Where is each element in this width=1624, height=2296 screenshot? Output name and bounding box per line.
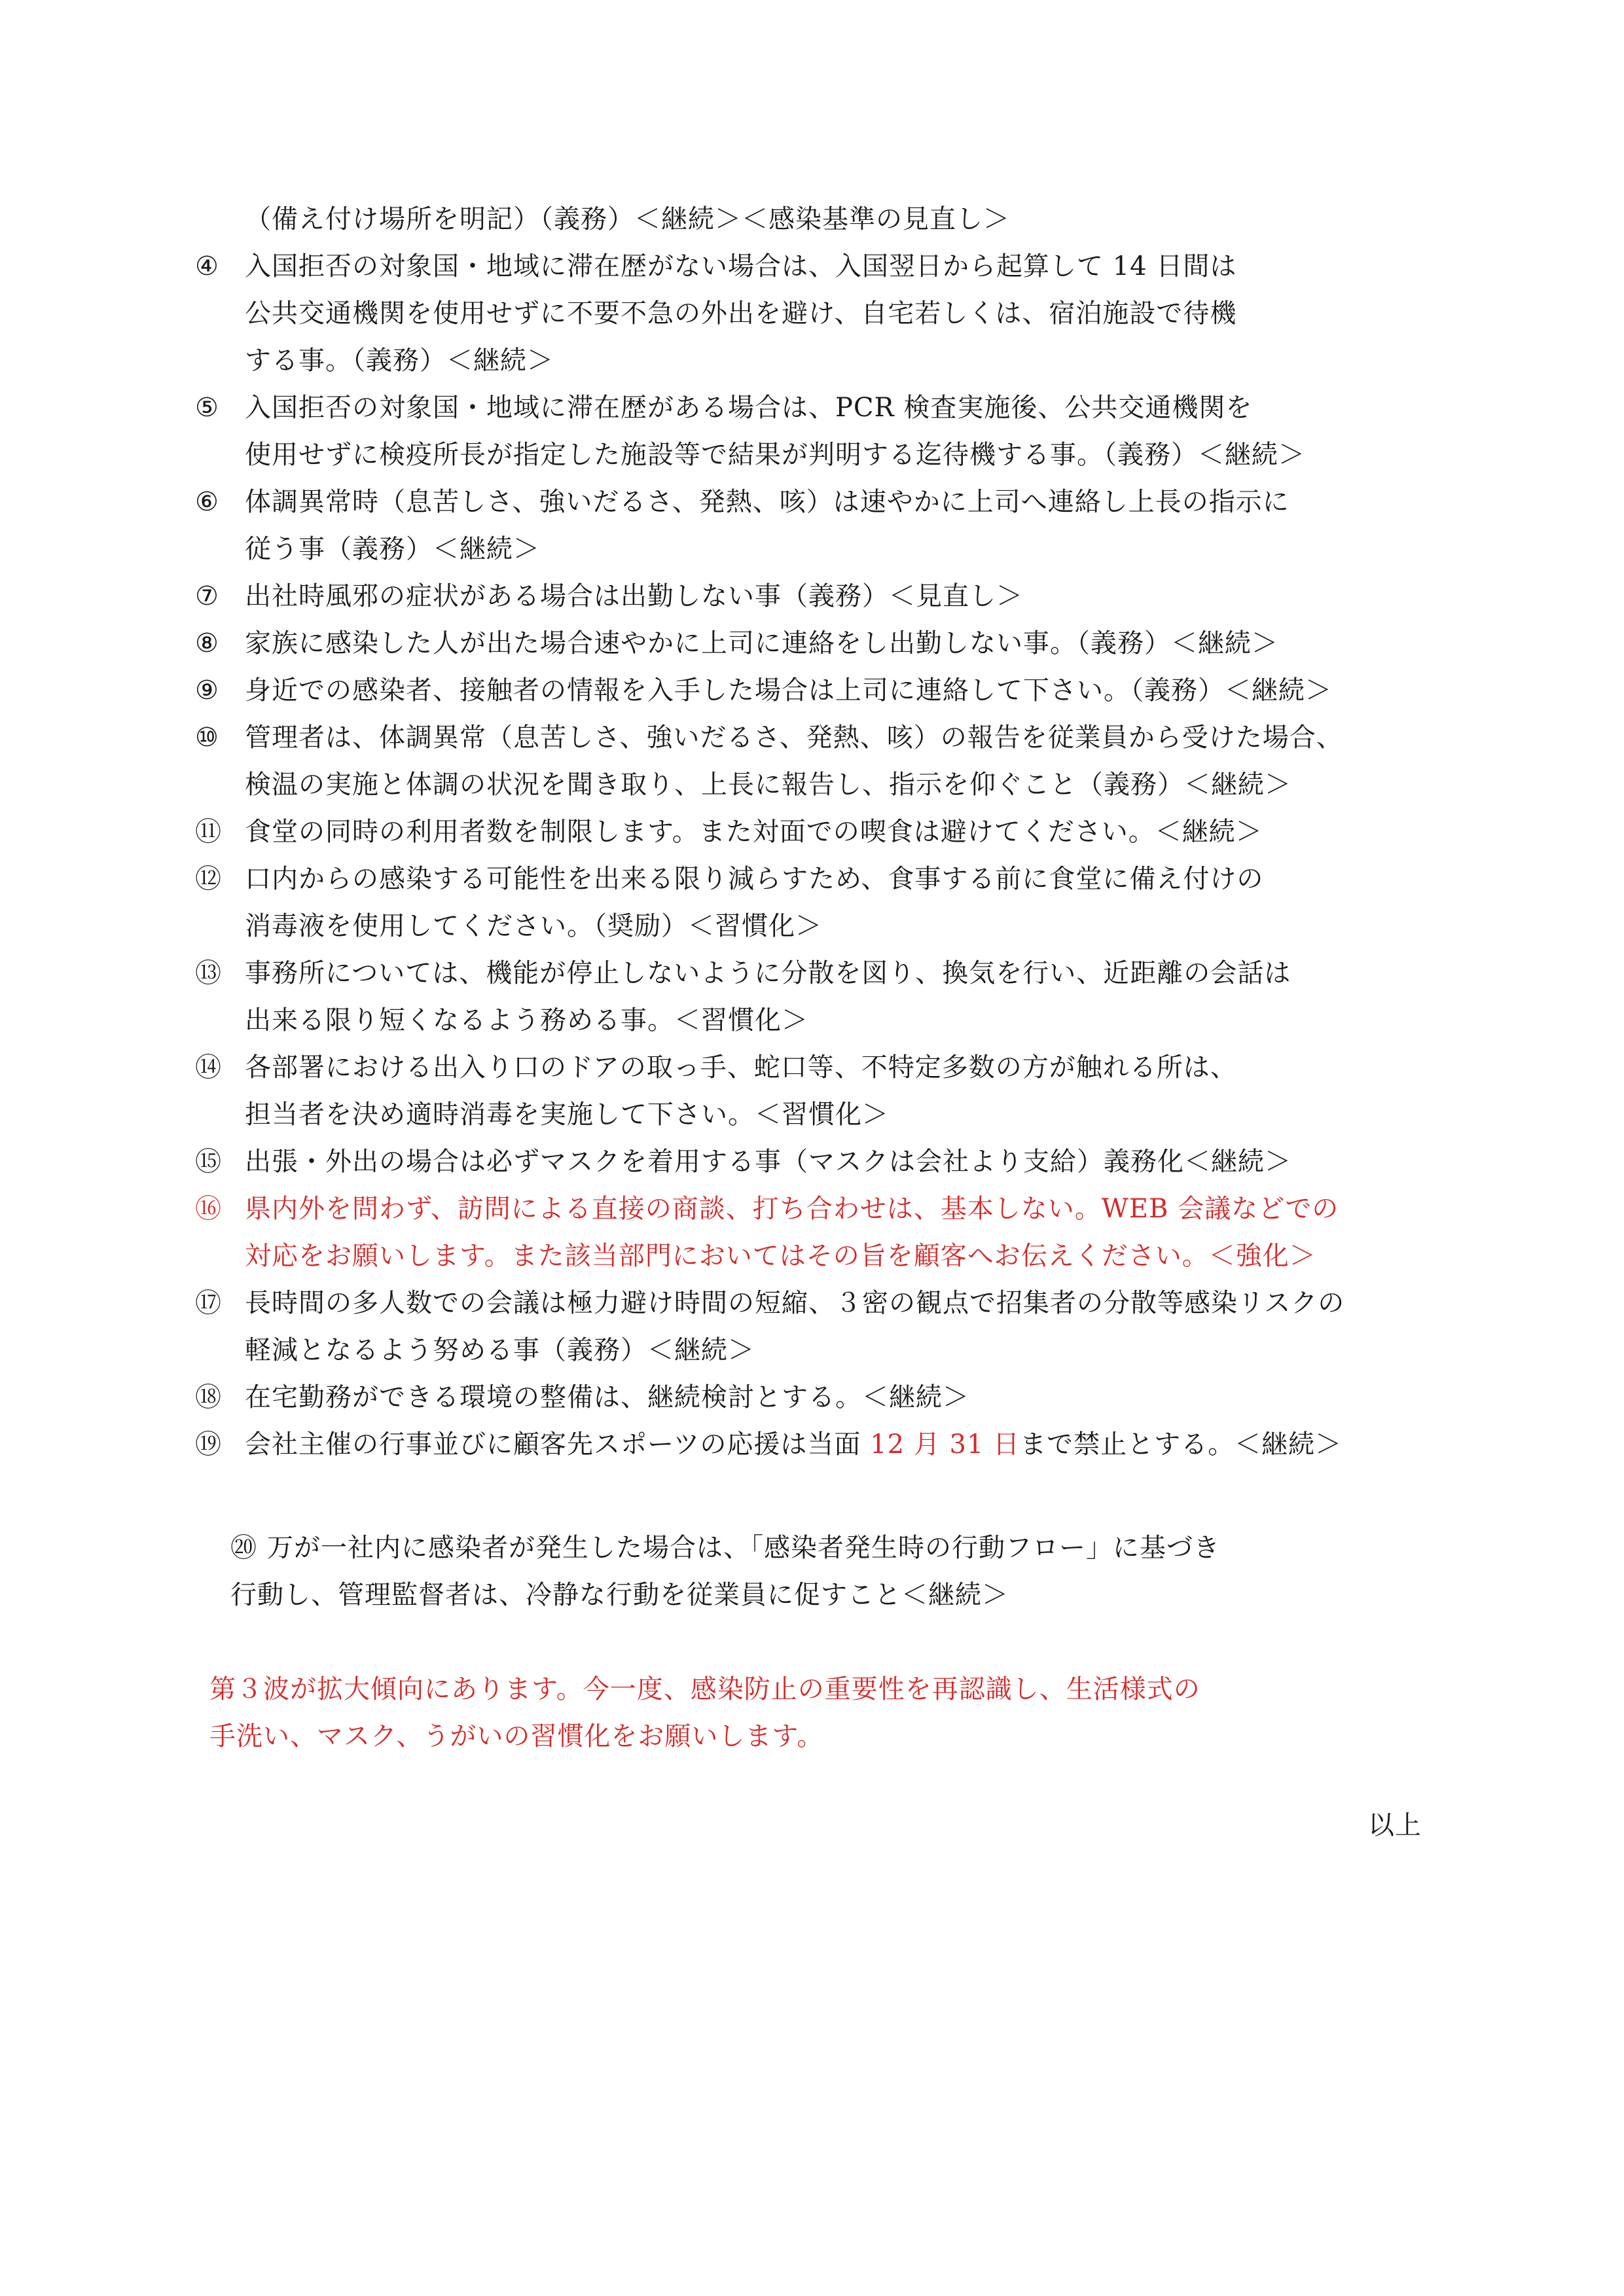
list-item-number: ⑨ <box>195 675 219 706</box>
text-segment: 体調異常時（息苦しさ、強いだるさ、発熱、咳）は速やかに上司へ連絡し上長の指示に <box>245 487 1290 517</box>
text-segment: 口内からの感染する可能性を出来る限り減らすため、食事する前に食堂に備え付けの <box>245 864 1264 894</box>
text-segment: まで禁止とする。＜継続＞ <box>1020 1429 1343 1460</box>
text-segment: 公共交通機関を使用せずに不要不急の外出を避け、自宅若しくは、宿泊施設で待機 <box>245 298 1237 329</box>
text-segment: 食堂の同時の利用者数を制限します。また対面での喫食は避けてください。＜継続＞ <box>245 817 1263 847</box>
list-item-line <box>245 439 1305 471</box>
list-item-line <box>245 1240 1316 1272</box>
emphasis-text: 12 月 31 日 <box>870 1429 1020 1460</box>
emphasis-text: 県内外を問わず、訪問による直接の商談、打ち合わせは、基本しない。WEB 会議などでの <box>245 1194 1339 1224</box>
text-segment: 出来る限り短くなるよう務める事。＜習慣化＞ <box>245 1005 808 1035</box>
list-item-line <box>245 1193 1339 1225</box>
list-item-number: ⑲ <box>195 1429 221 1460</box>
list-item-line <box>245 1051 1237 1084</box>
list-item-line <box>245 486 1290 518</box>
list-item-number: ⑭ <box>195 1052 221 1083</box>
list-item-line <box>245 1004 808 1037</box>
text-segment: 各部署における出入り口のドアの取っ手、蛇口等、不特定多数の方が触れる所は、 <box>245 1052 1237 1083</box>
text-segment: 従う事（義務）＜継続＞ <box>245 534 540 564</box>
list-item-line <box>245 344 554 377</box>
list-item-line <box>245 533 540 565</box>
list-item-line <box>245 910 822 942</box>
list-item-line <box>245 768 1291 801</box>
text-segment: 入国拒否の対象国・地域に滞在歴がある場合は、PCR 検査実施後、公共交通機関を <box>245 393 1253 423</box>
list-item-line <box>245 957 1291 990</box>
list-item-number: ⑪ <box>195 817 221 847</box>
list-item-line <box>245 816 1263 848</box>
list-item-number: ⑧ <box>195 628 219 658</box>
text-segment: 出張・外出の場合は必ずマスクを着用する事（マスクは会社より支給）義務化＜継続＞ <box>245 1147 1291 1177</box>
list-item-line: 万が一社内に感染者が発生した場合は、「感染者発生時の行動フロー」に基づき <box>267 1533 1220 1563</box>
list-item-line <box>245 1381 969 1414</box>
list-item-number: ⑦ <box>195 581 219 611</box>
text-segment: 軽減となるよう努める事（義務）＜継続＞ <box>245 1335 755 1365</box>
list-item-line <box>245 863 1263 895</box>
closing-text: 以上 <box>1368 1810 1422 1840</box>
text-segment: 身近での感染者、接触者の情報を入手した場合は上司に連絡して下さい。（義務）＜継続＞ <box>245 675 1332 706</box>
text-segment: 在宅勤務ができる環境の整備は、継続検討とする。＜継続＞ <box>245 1382 969 1412</box>
list-item-line <box>245 250 1236 283</box>
list-item-line <box>245 674 1332 707</box>
list-item-line <box>245 391 1252 424</box>
list-item-line <box>245 721 1343 754</box>
list-item-number: ⑰ <box>195 1288 221 1318</box>
notice-line: 第３波が拡大傾向にあります。今一度、感染防止の重要性を再認識し、生活様式の <box>209 1674 1200 1704</box>
list-item-number: ⑬ <box>195 958 221 988</box>
continuation-line: （備え付け場所を明記）（義務）＜継続＞＜感染基準の見直し＞ <box>245 204 1010 234</box>
text-segment: 消毒液を使用してください。（奨励）＜習慣化＞ <box>245 911 822 941</box>
notice-line: 手洗い、マスク、うがいの習慣化をお願いします。 <box>209 1721 824 1751</box>
list-item-number: ⑳ <box>230 1533 257 1563</box>
list-item-line <box>245 1098 889 1131</box>
text-segment: 担当者を決め適時消毒を実施して下さい。＜習慣化＞ <box>245 1100 889 1130</box>
list-item-line <box>245 580 1023 613</box>
text-segment: 会社主催の行事並びに顧客先スポーツの応援は当面 <box>245 1429 871 1460</box>
list-item-number: ⑯ <box>195 1194 221 1224</box>
emphasis-text: 対応をお願いします。また該当部門においてはその旨を顧客へお伝えください。＜強化＞ <box>245 1241 1316 1271</box>
list-item-number: ⑫ <box>195 864 221 894</box>
list-item-line <box>245 1145 1291 1178</box>
text-segment: 事務所については、機能が停止しないように分散を図り、換気を行い、近距離の会話は <box>245 958 1291 988</box>
text-segment: 管理者は、体調異常（息苦しさ、強いだるさ、発熱、咳）の報告を従業員から受けた場合、 <box>245 723 1343 753</box>
text-segment: 家族に感染した人が出た場合速やかに上司に連絡をし出勤しない事。（義務）＜継続＞ <box>245 628 1278 658</box>
list-item-number: ⑱ <box>195 1382 221 1412</box>
list-item-number: ⑥ <box>195 487 219 517</box>
list-item-number: ④ <box>195 251 219 281</box>
text-segment: 使用せずに検疫所長が指定した施設等で結果が判明する迄待機する事。（義務）＜継続＞ <box>245 440 1305 470</box>
text-segment: 出社時風邪の症状がある場合は出勤しない事（義務）＜見直し＞ <box>245 581 1023 611</box>
list-item-number: ⑩ <box>195 723 219 753</box>
list-item-number: ⑮ <box>195 1147 221 1177</box>
text-segment: 長時間の多人数での会議は極力避け時間の短縮、３密の観点で招集者の分散等感染リスクの <box>245 1288 1345 1318</box>
list-item-line: 行動し、管理監督者は、冷静な行動を従業員に促すこと＜継続＞ <box>230 1580 1009 1610</box>
list-item-line <box>245 1287 1344 1319</box>
list-item-line <box>245 1428 1342 1461</box>
list-item-number: ⑤ <box>195 393 219 423</box>
text-segment: 入国拒否の対象国・地域に滞在歴がない場合は、入国翌日から起算して 14 日間は <box>245 251 1237 281</box>
text-segment: する事。（義務）＜継続＞ <box>245 346 554 376</box>
list-item-line <box>245 627 1278 660</box>
text-segment: 検温の実施と体調の状況を聞き取り、上長に報告し、指示を仰ぐこと（義務）＜継続＞ <box>245 770 1291 800</box>
list-item-line <box>245 1334 755 1367</box>
list-item-line <box>245 297 1236 330</box>
